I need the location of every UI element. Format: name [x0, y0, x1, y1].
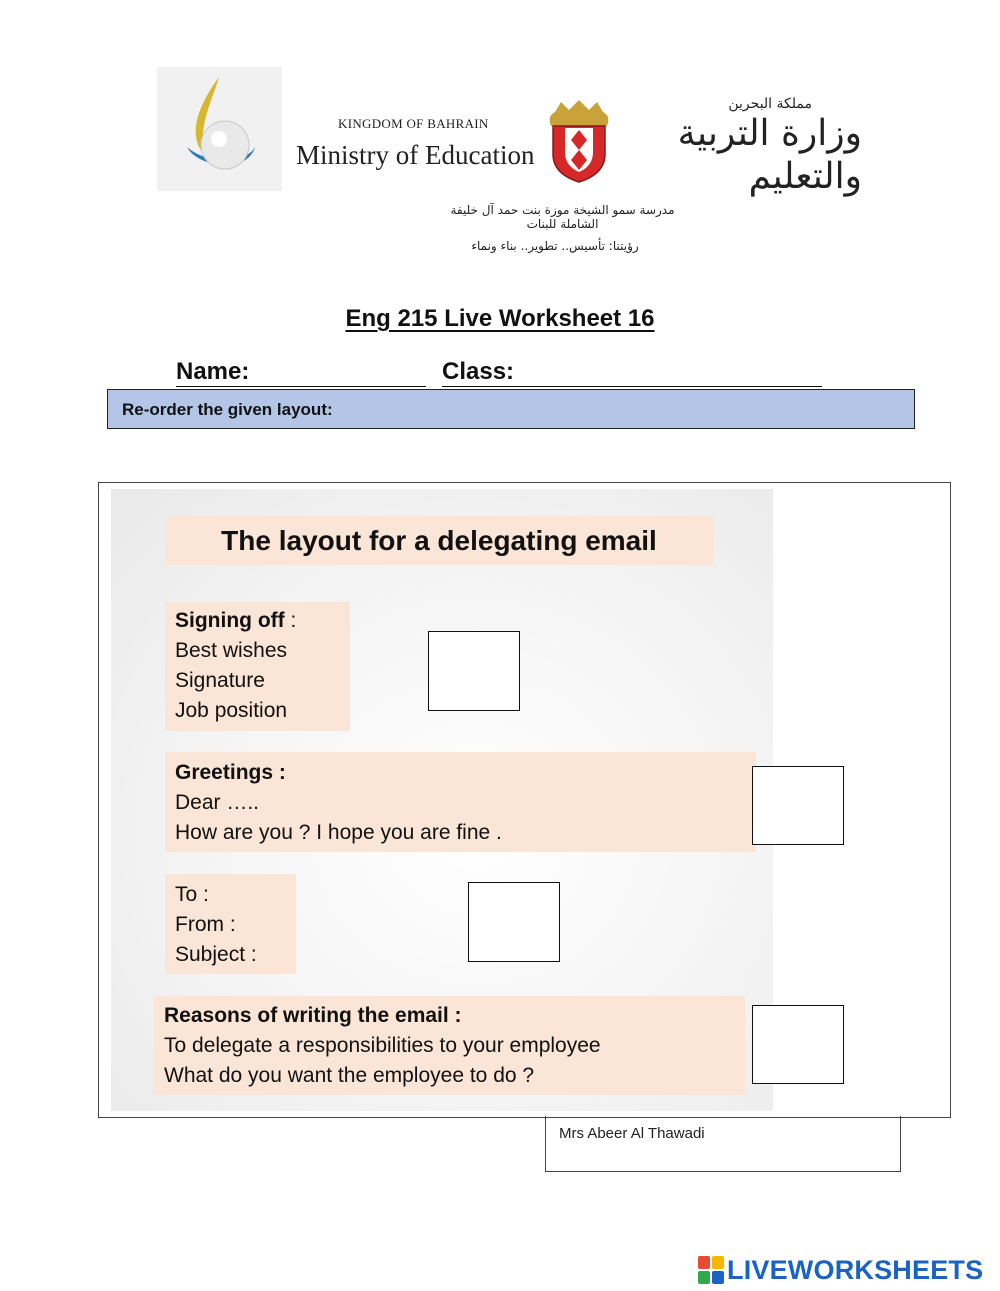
icon-square [712, 1271, 724, 1284]
arabic-kingdom-text: مملكة البحرين [728, 96, 812, 112]
reasons-line: What do you want the employee to do ? [164, 1064, 535, 1087]
teacher-box [545, 1116, 901, 1172]
pearl-logo-icon [157, 67, 282, 191]
greetings-line: How are you ? I hope you are fine . [175, 821, 502, 844]
signing-off-line: Best wishes [175, 639, 288, 662]
greetings-line: Dear ….. [175, 791, 260, 814]
name-label: Name: [176, 358, 250, 385]
vision-arabic: رؤيتنا: تأسيس.. تطوير.. بناء ونماء [471, 239, 639, 253]
reasons-heading: Reasons of writing the email : [164, 1004, 462, 1027]
liveworksheets-logo[interactable] [698, 1254, 983, 1286]
liveworksheets-icon [698, 1256, 724, 1284]
card-signing-off: Signing off : Best wishes Signature Job position [165, 602, 350, 731]
signing-off-heading: Signing off [175, 609, 285, 632]
icon-square [698, 1256, 710, 1269]
instruction-text: Re-order the given layout: [122, 400, 333, 419]
arabic-ministry-text: وزارة التربية والتعليم [677, 113, 862, 198]
answer-box-greetings[interactable] [752, 766, 844, 845]
header-field-line: From : [175, 913, 236, 936]
header-field-line: Subject : [175, 943, 257, 966]
liveworksheets-brand: LIVEWORKSHEETS [727, 1254, 984, 1285]
teacher-name: Mrs Abeer Al Thawadi [559, 1125, 705, 1142]
name-field[interactable] [176, 386, 426, 387]
school-name-arabic: مدرسة سمو الشيخة موزة بنت حمد آل خليفة الشاملة للبنات [450, 203, 675, 231]
signing-off-line: Job position [175, 699, 288, 722]
arabic-ministry-title [630, 96, 862, 198]
layout-image [111, 489, 773, 1111]
greetings-heading: Greetings : [175, 761, 286, 784]
layout-title: The layout for a delegating email [165, 516, 713, 565]
answer-box-header-fields[interactable] [468, 882, 560, 962]
exercise-frame [98, 482, 951, 1118]
signing-off-line: Signature [175, 669, 265, 692]
header-field-line: To : [175, 883, 209, 906]
instruction-banner [107, 389, 915, 429]
class-label: Class: [442, 358, 515, 385]
crest-icon [543, 96, 615, 184]
school-logo [157, 67, 282, 191]
ministry-text: Ministry of Education [296, 140, 535, 170]
card-header-fields [165, 874, 296, 974]
worksheet-title: Eng 215 Live Worksheet 16 [345, 305, 655, 332]
answer-box-signing-off[interactable] [428, 631, 520, 711]
card-reasons [154, 996, 745, 1095]
reasons-line: To delegate a responsibilities to your employee [164, 1034, 601, 1057]
kingdom-text: KINGDOM OF BAHRAIN [338, 116, 489, 131]
answer-box-reasons[interactable] [752, 1005, 844, 1084]
icon-square [698, 1271, 710, 1284]
class-field[interactable] [442, 386, 822, 387]
card-greetings [165, 752, 756, 852]
icon-square [712, 1256, 724, 1269]
